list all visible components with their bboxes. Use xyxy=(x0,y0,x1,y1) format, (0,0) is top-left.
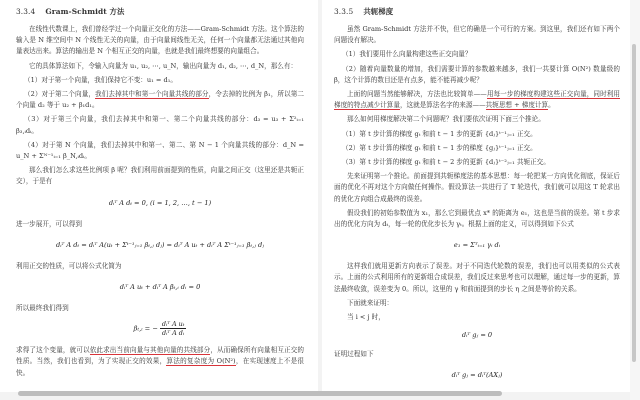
left-page xyxy=(0,0,318,392)
list-item: （3）对于第三个向量，我们去掉其中和第一、第二个向量共线的部分：d₃ = u₃ + Σ²ᵢ₌₁ β₃,ᵢdᵢ。 xyxy=(16,115,304,135)
text: ，令去掉的比例为 β₁，所以第二个向量 d₂ 等于 u₂ + β₁d₁。 xyxy=(16,90,304,110)
formula: dᵢᵀ A dₜ = 0, (i = 1, 2, …, t − 1) xyxy=(108,198,212,207)
list-item xyxy=(16,89,304,111)
highlighted-text: 用每一步的梯度构建这些正交向量，同时利用梯度的特点减少计算量 xyxy=(334,90,621,110)
paragraph: 先来证明第一个推论。前面提到共轭梯度法的基本思想：每一轮把某一方向优化彻底，保证后面的优化不再对这个方向做任何操作。假设算法一共进行了 T 轮迭代，我们就可以用这 T 轮求出的优化方向组合成最终的误差。 xyxy=(334,172,620,203)
highlighted-text: 我们去掉其中和第一个向量共线的部分 xyxy=(95,90,209,99)
formula: e₁ = Σᵀᵢ₌₁ γᵢ dᵢ xyxy=(453,241,501,250)
paragraph: 那么我们怎么求这些比例项 β 呢？我们利用前面提到的性质，向量之间正交（这里还是共轭正交），于是有 xyxy=(16,166,304,186)
list-item: （2）第 t 步计算的梯度 gₜ 和前 t − 1 步的梯度 {gⱼ}ᵗ⁻¹ⱼ₌₁ 正交。 xyxy=(342,143,537,152)
list-item: （4）对于第 N 个向量，我们去掉其中和第一、第二、第 N − 1 个向量共线的部分：d_N = u_N + Σᴺ⁻¹ᵢ₌₁ β_N,ᵢdᵢ。 xyxy=(16,140,304,161)
highlighted-text: 依此求出当前向量与其他向量的共线部分 xyxy=(89,346,211,355)
paragraph: 这样我们就用更新方向表示了误差。对于不同迭代轮数的误差，我们也可以用类似的公式表示。上面的公式利用所有的更新组合成误差，我们反过来思考也可以理解，通过每一步的更新，算法最终收敛，误差变为 0。所以，这里的 γ 和前面提到的步长 η 之间是等价的关系。 xyxy=(334,262,620,293)
right-page xyxy=(322,0,630,392)
text: 求得了这个变量，就可以 xyxy=(16,346,90,355)
list-item: （1）我们要用什么向量构建这些正交向量？ xyxy=(342,50,472,59)
section-heading-conjugate-gradient xyxy=(334,6,620,17)
paragraph: 利用正交的性质，可以将公式化简为 xyxy=(16,261,122,270)
horizontal-scrollbar-thumb[interactable] xyxy=(18,391,502,396)
paragraph: 在线性代数课上，我们曾经学过一个向量正交化的方法——Gram-Schmidt 方法。这个算法的输入是 N 维空间中 N 个线性无关的向量，由于向量间线性无关，任何一个向量都无法通过其他向量表达出来。算法的输出是 N 个相互正交的向量，也就是我们最终想要的向量组合。 xyxy=(16,25,304,56)
formula: dᵢᵀ gⱼ = dᵢᵀ(AXⱼ) xyxy=(451,371,503,380)
text: ，这就是算法名字的来源—— xyxy=(399,101,486,110)
paragraph: 那么如何用梯度解决第二个问题呢？我们要依次证明下面三个推论。 xyxy=(347,115,545,124)
paragraph: 当 i < j 时， xyxy=(347,313,385,322)
paragraph xyxy=(16,345,304,379)
text: 上面的问题当然能够解决，方法也比较简单—— xyxy=(347,90,487,99)
highlighted-text: 共轭思想 + 梯度计算 xyxy=(485,101,549,110)
paragraph: 虽然 Gram-Schmidt 方法并不快，但它的确是一个可行的方案。到这里，我们还有如下两个问题没有解决。 xyxy=(334,25,620,45)
highlighted-text: 算法的复杂度为 O(N²) xyxy=(166,357,236,366)
formula: dᵢᵀ A uₜ + dᵢᵀ A βₜ,ᵢ dᵢ = 0 xyxy=(119,283,201,292)
text: 。 xyxy=(548,101,555,110)
list-item: （1）第 t 步计算的梯度 gₜ 和前 t − 1 步的更新 {dⱼ}ᵗ⁻¹ⱼ₌₁ 正交。 xyxy=(342,129,537,138)
text: （2）对于第二个向量， xyxy=(24,90,96,99)
fraction xyxy=(160,320,186,337)
paragraph: 假设我们的初始参数值为 x₁，那么它到最优点 x* 的距离为 e₁，这也是当前的误差。第 t 步求出的优化方向为 dₜ，每一轮的优化步长为 γₜ。根据上面的定义，可以得到如下公式 xyxy=(334,208,620,229)
formula: dᵢᵀ gⱼ = 0 xyxy=(461,331,493,340)
formula: dᵢᵀ A dₜ = dᵢᵀ A(uₜ + Σᵗ⁻¹ⱼ₌₁ βₜ,ⱼ dⱼ) = dᵢᵀ A uₜ + dᵢᵀ A Σᵗ⁻¹ⱼ₌₁ βₜ,ⱼ dⱼ xyxy=(55,240,264,249)
section-number: 3.3.5 xyxy=(334,7,354,16)
section-number: 3.3.4 xyxy=(16,7,36,16)
paragraph: 所以最终我们得到 xyxy=(16,304,69,313)
formula-lhs: βₜ,ᵢ = − xyxy=(133,324,158,333)
list-item: （1）对于第一个向量，我们保持它不变：u₁ = d₁。 xyxy=(24,75,177,84)
list-item: （3）第 t 步计算的梯度 gₜ 和前 t − 2 步的更新 {dⱼ}ᵗ⁻²ⱼ₌₁ 共轭正交。 xyxy=(342,158,550,167)
denominator: dᵢᵀ A dᵢ xyxy=(162,329,185,338)
formula-fraction xyxy=(16,320,304,337)
paragraph: 它的具体算法如下，令输入向量为 u₁, u₂, ⋯, u_N，输出向量为 d₁, d₂, ⋯, d_N，那么有： xyxy=(29,61,298,70)
section-title: 共轭梯度 xyxy=(363,7,394,16)
text: ，在实现速度上不是很快。 xyxy=(16,357,305,377)
section-title: Gram-Schmidt 方法 xyxy=(45,7,125,16)
paragraph: 下面就来证明： xyxy=(347,298,394,307)
section-heading-gram-schmidt xyxy=(16,6,304,17)
paragraph xyxy=(334,89,620,111)
text: ，从而确保所有向量相互正交的性质。当然，我们也看到，为了实现正交的效果， xyxy=(16,346,305,366)
paragraph: 证明过程如下 xyxy=(334,350,374,359)
numerator: dᵢᵀ A uₜ xyxy=(161,320,185,329)
vertical-scrollbar-thumb[interactable] xyxy=(632,44,636,362)
paragraph: 进一步展开，可以得到 xyxy=(16,219,82,228)
list-item: （2）随着向量数量的增加，我们需要计算的参数越来越多，我们一共要计算 O(N²) 数量级的 β，这个计算的数目还是有点多，能不能再减少呢？ xyxy=(334,64,620,84)
